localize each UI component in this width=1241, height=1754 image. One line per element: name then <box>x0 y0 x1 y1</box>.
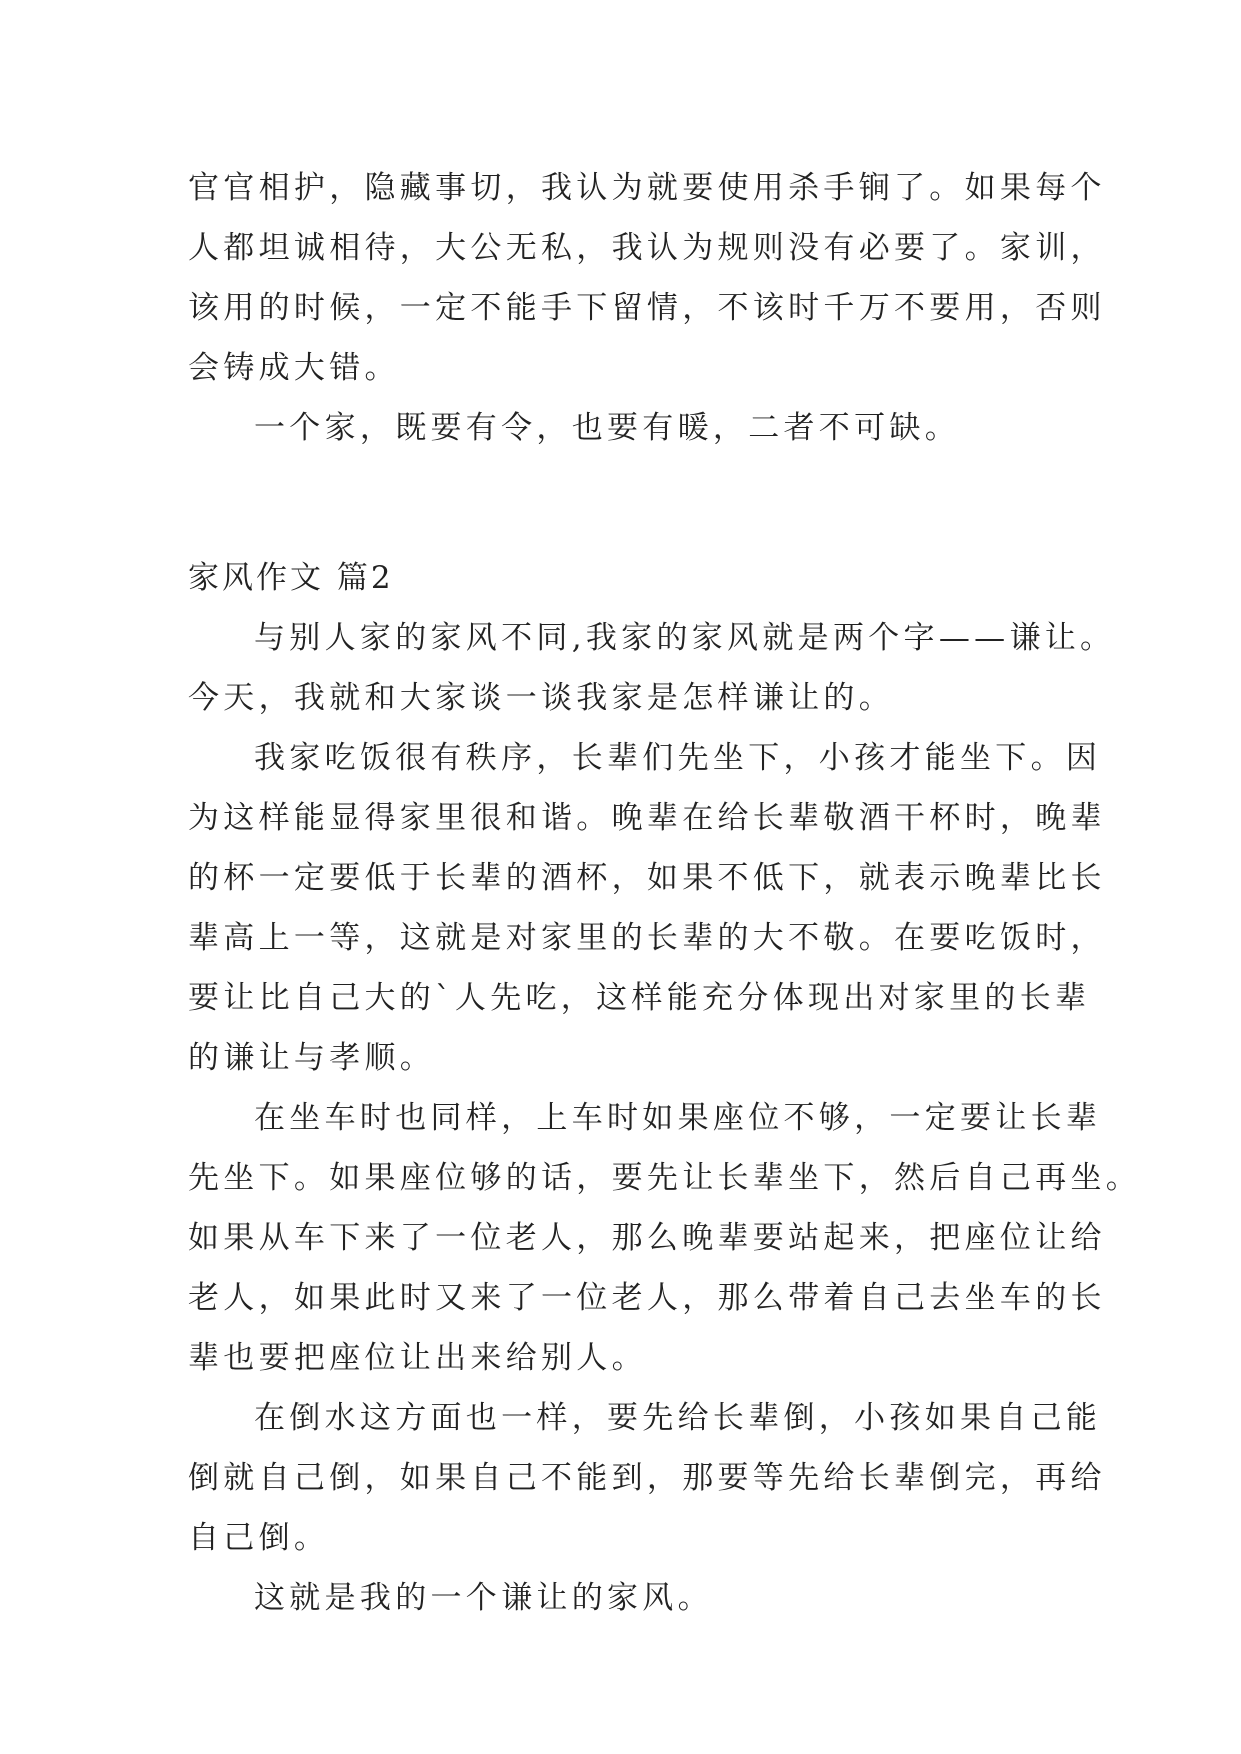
text-line: 的谦让与孝顺。 <box>188 1040 436 1076</box>
text-line: 会铸成大错。 <box>188 350 400 386</box>
paragraph <box>188 1388 1106 1568</box>
text-line: 自己倒。 <box>188 1520 330 1556</box>
text-line: 今天，我就和大家谈一谈我家是怎样谦让的。 <box>188 680 894 716</box>
text-line: 辈高上一等，这就是对家里的长辈的大不敬。在要吃饭时， <box>188 920 1106 956</box>
text-line: 老人，如果此时又来了一位老人，那么带着自己去坐车的长 <box>188 1280 1106 1316</box>
section-spacer <box>188 458 1058 548</box>
paragraph <box>188 728 1106 1088</box>
section-heading: 家风作文 篇2 <box>188 560 394 596</box>
text-line: 一个家，既要有令，也要有暖，二者不可缺。 <box>254 410 960 446</box>
text-line: 该用的时候，一定不能手下留情，不该时千万不要用，否则 <box>188 290 1106 326</box>
document-body <box>188 158 1142 1628</box>
text-line: 我家吃饭很有秩序，长辈们先坐下，小孩才能坐下。因 <box>254 740 1102 776</box>
text-line: 在坐车时也同样，上车时如果座位不够，一定要让长辈 <box>254 1100 1102 1136</box>
text-line: 为这样能显得家里很和谐。晚辈在给长辈敬酒干杯时，晚辈 <box>188 800 1106 836</box>
text-line: 如果从车下来了一位老人，那么晚辈要站起来，把座位让给 <box>188 1220 1106 1256</box>
text-line: 在倒水这方面也一样，要先给长辈倒，小孩如果自己能 <box>254 1400 1102 1436</box>
paragraph <box>188 1088 1142 1388</box>
text-line: 与别人家的家风不同,我家的家风就是两个字——谦让。 <box>254 620 1116 656</box>
text-line: 辈也要把座位让出来给别人。 <box>188 1340 647 1376</box>
paragraph <box>188 608 1116 728</box>
text-line: 先坐下。如果座位够的话，要先让长辈坐下，然后自己再坐。 <box>188 1160 1142 1196</box>
paragraph <box>188 158 1106 398</box>
text-line: 人都坦诚相待，大公无私，我认为规则没有必要了。家训， <box>188 230 1106 266</box>
text-line: 这就是我的一个谦让的家风。 <box>254 1580 713 1616</box>
paragraph <box>188 1568 1058 1628</box>
text-line: 要让比自己大的`人先吃，这样能充分体现出对家里的长辈 <box>188 980 1091 1016</box>
text-line: 倒就自己倒，如果自己不能到，那要等先给长辈倒完，再给 <box>188 1460 1106 1496</box>
text-line: 的杯一定要低于长辈的酒杯，如果不低下，就表示晚辈比长 <box>188 860 1106 896</box>
paragraph <box>188 398 1058 458</box>
text-line: 官官相护，隐藏事切，我认为就要使用杀手锏了。如果每个 <box>188 170 1106 206</box>
